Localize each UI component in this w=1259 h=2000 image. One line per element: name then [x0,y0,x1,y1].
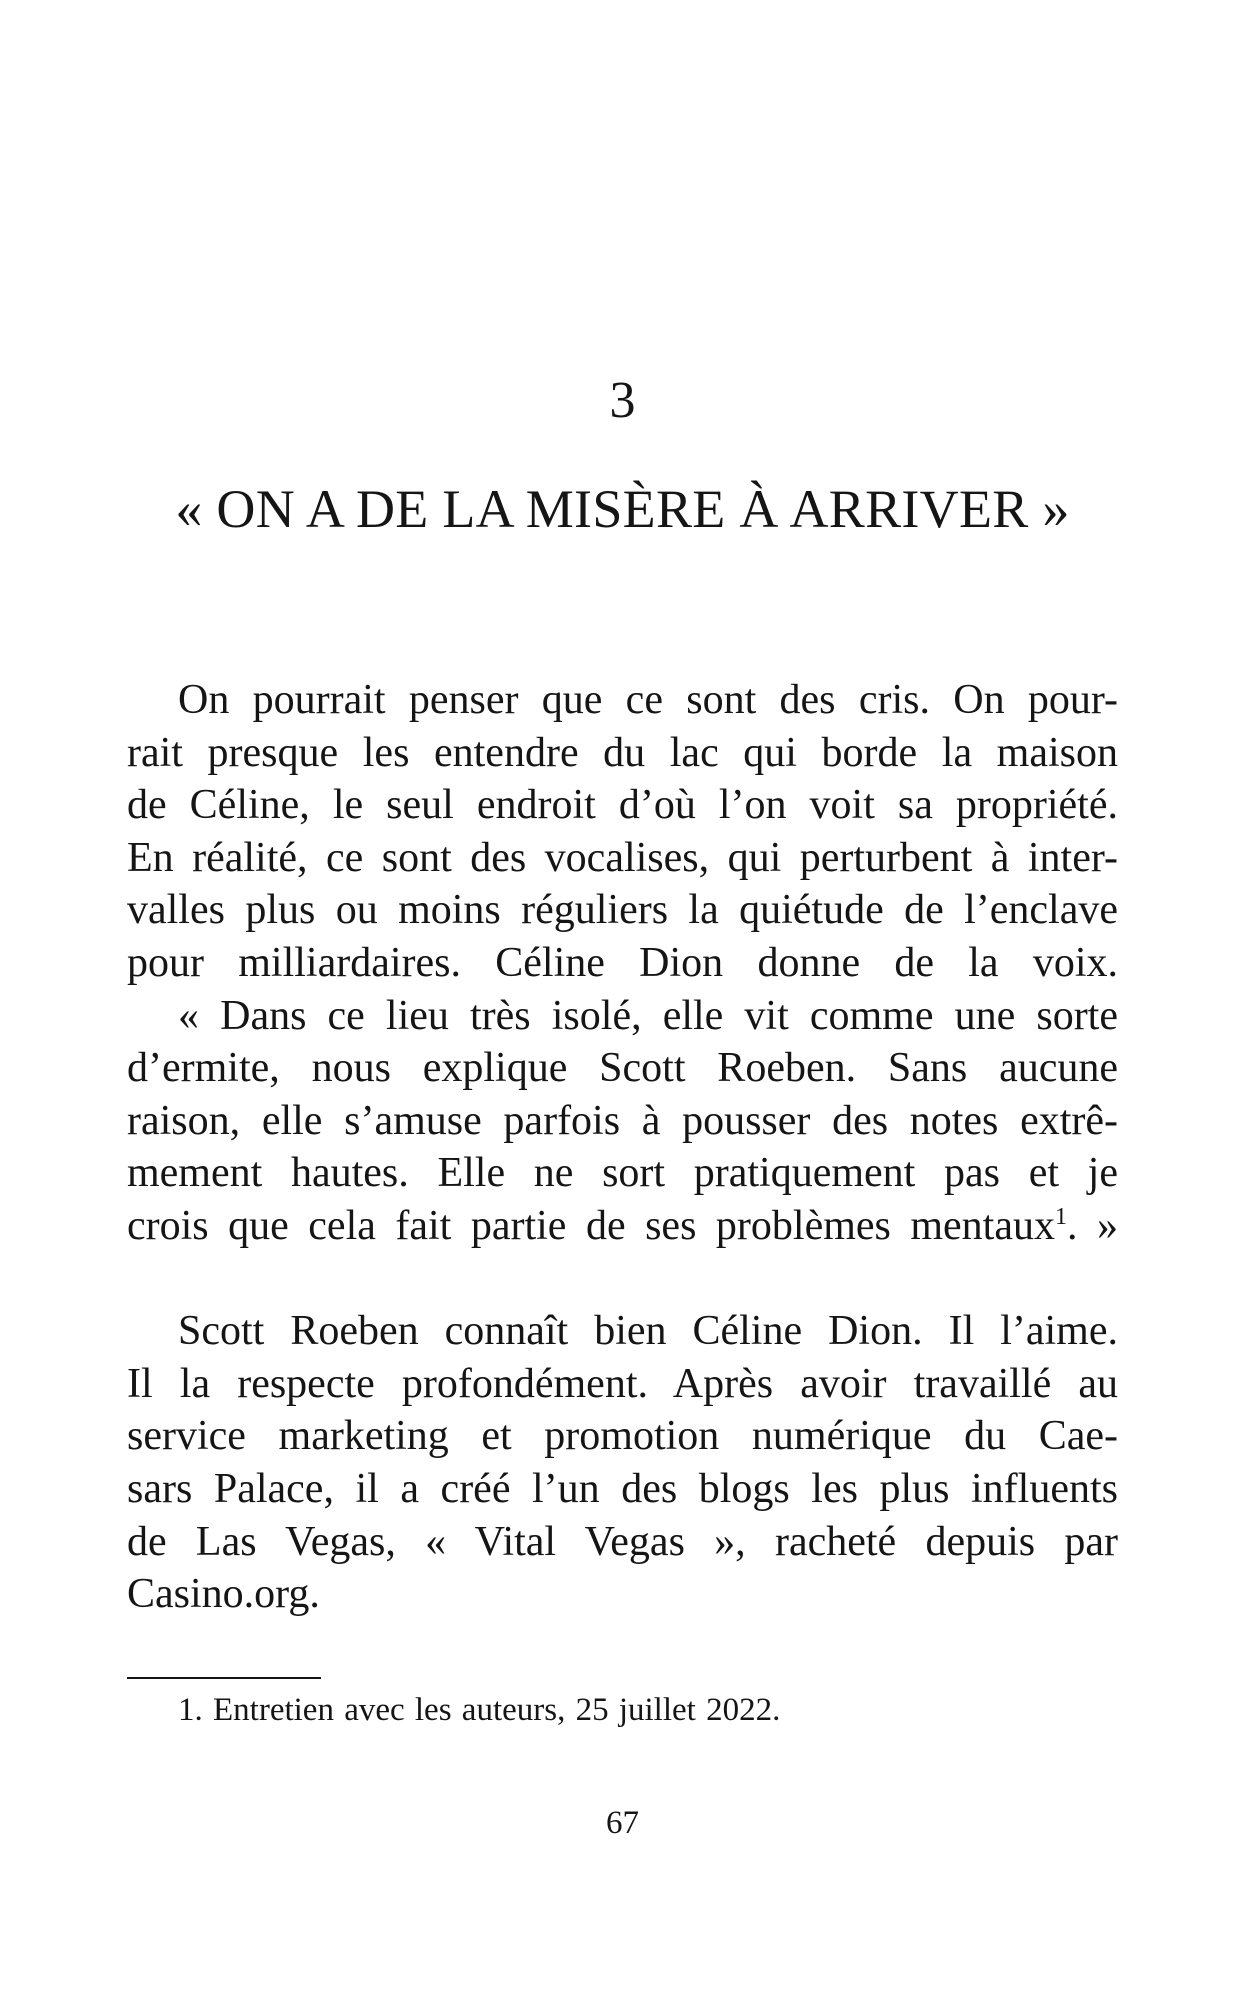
text-line: valles plus ou moins réguliers la quiétude de l’enclave [127,887,1118,934]
text-line: mement hautes. Elle ne sort pratiquement pas et je [127,1150,1118,1197]
chapter-number: 3 [609,372,636,429]
text-line: On pourrait penser que ce sont des cris. On pour- [178,677,1118,723]
text-line: d’ermite, nous explique Scott Roeben. Sans aucune [127,1045,1118,1092]
text-line: de Las Vegas, « Vital Vegas », racheté depuis par [127,1518,1118,1565]
text-line: En réalité, ce sont des vocalises, qui perturbent à inter- [127,834,1118,881]
chapter-title: « ON A DE LA MISÈRE À ARRIVER » [175,479,1070,539]
text-line: raison, elle s’amuse parfois à pousser des notes extrê- [127,1097,1118,1144]
text-line: Il la respecte profondément. Après avoir travaillé au [127,1360,1118,1407]
page-number: 67 [606,1805,639,1841]
text-line: Casino.org. [127,1571,320,1618]
text-line: pour milliardaires. Céline Dion donne de la voix. [127,939,1118,986]
text-line: de Céline, le seul endroit d’où l’on voit sa propriété. [127,782,1118,829]
footnote: 1. Entretien avec les auteurs, 25 juillet 2022. [178,1692,781,1728]
text-line: sars Palace, il a créé l’un des blogs les plus influents [127,1465,1118,1512]
text-line: service marketing et promotion numérique du Cae- [127,1413,1118,1460]
paragraph [127,1305,1118,1621]
body-text [127,674,1118,1621]
text-line: « Dans ce lieu très isolé, elle vit comme une sorte [178,992,1118,1039]
footnote-rule [127,1677,321,1679]
paragraph [127,990,1118,1253]
text-line: Scott Roeben connaît bien Céline Dion. Il l’aime. [178,1308,1118,1355]
paragraph [127,674,1118,990]
text-line: rait presque les entendre du lac qui borde la maison [127,729,1118,776]
line-text-after: . » [1067,1202,1118,1249]
text-line [127,1200,1118,1253]
line-text: crois que cela fait partie de ses problèmes mentaux [127,1202,1055,1249]
footnote-reference: 1 [1055,1203,1067,1230]
